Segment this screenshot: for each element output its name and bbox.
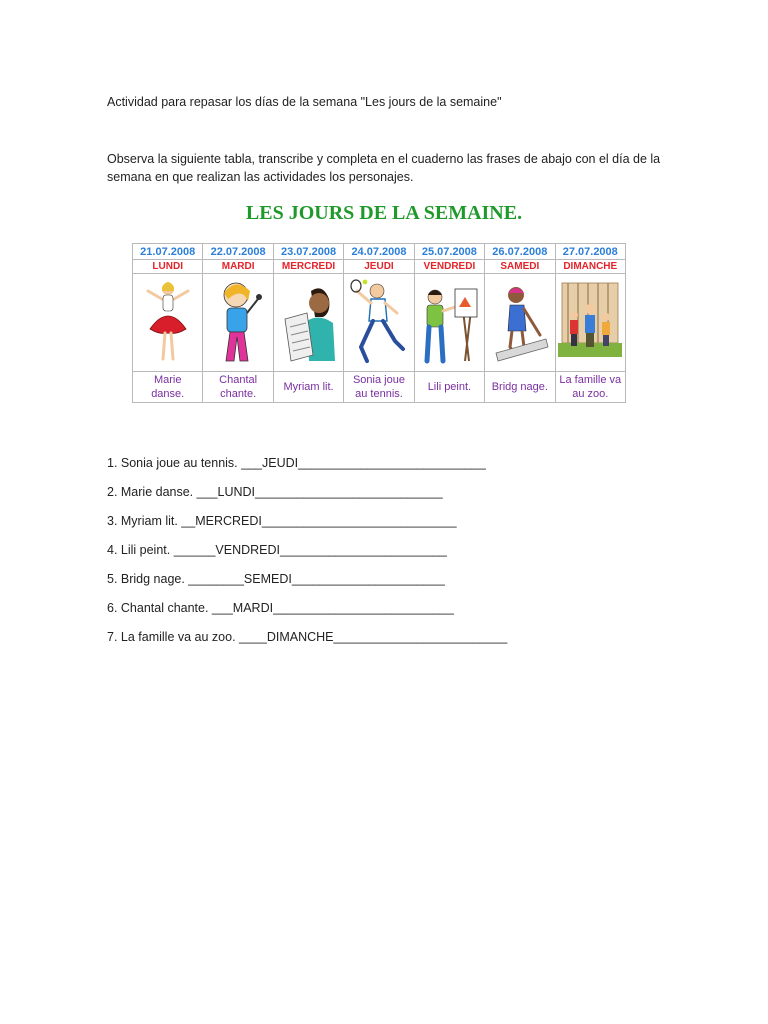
sentence-1: 1. Sonia joue au tennis. ___JEUDI___________________________ bbox=[107, 456, 486, 470]
caption-cell bbox=[555, 372, 625, 403]
picture-cell bbox=[133, 274, 203, 372]
caption-line: Myriam lit. bbox=[283, 381, 334, 393]
day-cell-mardi: MARDI bbox=[203, 260, 273, 274]
singer-illustration bbox=[206, 277, 270, 369]
caption-line: au tennis. bbox=[355, 388, 403, 400]
sentence-2: 2. Marie danse. ___LUNDI___________________________ bbox=[107, 485, 443, 499]
date-cell: 24.07.2008 bbox=[344, 244, 414, 260]
sentence-5: 5. Bridg nage. ________SEMEDI______________________ bbox=[107, 572, 445, 586]
caption-line: La famille va bbox=[559, 374, 622, 386]
week-table bbox=[132, 243, 626, 403]
caption-cell bbox=[203, 372, 273, 403]
intro-text: Actividad para repasar los días de la semana "Les jours de la semaine" bbox=[107, 95, 502, 109]
caption-cell bbox=[344, 372, 414, 403]
caption-line: Chantal bbox=[219, 374, 258, 386]
day-row bbox=[133, 260, 626, 274]
picture-cell bbox=[485, 274, 555, 372]
caption-line: Bridg nage. bbox=[491, 381, 548, 393]
reader-illustration bbox=[277, 277, 341, 369]
day-cell-mercredi: MERCREDI bbox=[273, 260, 343, 274]
worksheet-title: LES JOURS DE LA SEMAINE. bbox=[245, 202, 523, 224]
date-cell: 23.07.2008 bbox=[273, 244, 343, 260]
family-zoo-illustration bbox=[558, 277, 622, 369]
caption-line: Marie bbox=[153, 374, 182, 386]
date-row bbox=[133, 244, 626, 260]
caption-cell bbox=[133, 372, 203, 403]
caption-cell bbox=[485, 372, 555, 403]
day-cell-jeudi: JEUDI bbox=[344, 260, 414, 274]
caption-line: chante. bbox=[220, 388, 257, 400]
day-cell-dimanche: DIMANCHE bbox=[555, 260, 625, 274]
caption-cell bbox=[414, 372, 484, 403]
sentence-7: 7. La famille va au zoo. ____DIMANCHE_________________________ bbox=[107, 630, 508, 644]
caption-row bbox=[133, 372, 626, 403]
dancer-illustration bbox=[136, 277, 200, 369]
caption-cell bbox=[273, 372, 343, 403]
day-cell-lundi: LUNDI bbox=[133, 260, 203, 274]
picture-cell bbox=[273, 274, 343, 372]
date-cell: 22.07.2008 bbox=[203, 244, 273, 260]
date-cell: 25.07.2008 bbox=[414, 244, 484, 260]
day-cell-vendredi: VENDREDI bbox=[414, 260, 484, 274]
picture-cell bbox=[414, 274, 484, 372]
date-cell: 21.07.2008 bbox=[133, 244, 203, 260]
sentence-3: 3. Myriam lit. __MERCREDI____________________________ bbox=[107, 514, 457, 528]
swimmer-illustration bbox=[488, 277, 552, 369]
caption-line: Lili peint. bbox=[427, 381, 472, 393]
picture-cell bbox=[203, 274, 273, 372]
instruction-line-1: Observa la siguiente tabla, transcribe y completa en el cuaderno las frases de abajo con el día de la bbox=[107, 152, 661, 166]
picture-cell bbox=[555, 274, 625, 372]
sentence-6: 6. Chantal chante. ___MARDI__________________________ bbox=[107, 601, 454, 615]
date-cell: 26.07.2008 bbox=[485, 244, 555, 260]
picture-row bbox=[133, 274, 626, 372]
picture-cell bbox=[344, 274, 414, 372]
day-cell-samedi: SAMEDI bbox=[485, 260, 555, 274]
caption-line: Sonia joue bbox=[352, 374, 405, 386]
painter-illustration bbox=[417, 277, 481, 369]
caption-line: danse. bbox=[151, 388, 185, 400]
tennis-player-illustration bbox=[347, 277, 411, 369]
caption-line: au zoo. bbox=[572, 388, 609, 400]
date-cell: 27.07.2008 bbox=[555, 244, 625, 260]
sentence-4: 4. Lili peint. ______VENDREDI________________________ bbox=[107, 543, 447, 557]
instruction-line-2: semana en que realizan las actividades los personajes. bbox=[107, 170, 414, 184]
